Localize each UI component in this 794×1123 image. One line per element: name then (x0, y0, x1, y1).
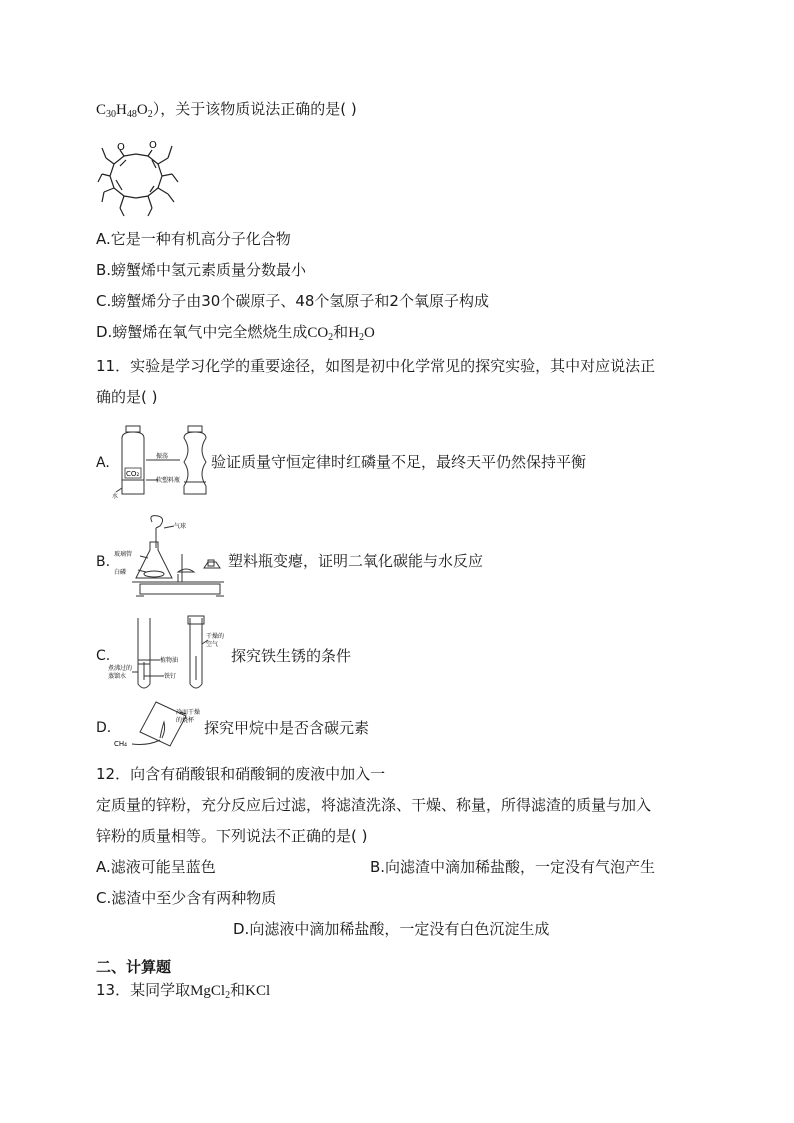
q11-b-text: 塑料瓶变瘪，证明二氧化碳能与水反应 (228, 552, 484, 570)
mgcl2-formula: MgCl$_2$ (190, 983, 231, 1001)
section-heading: 二、计算题 (96, 958, 172, 976)
q12-stem-line2: 定质量的锌粉，充分反应后过滤，将滤渣洗涤、干燥、称量，所得滤渣的质量与加入 (96, 796, 652, 814)
q11-stem-line1: 11．实验是学习化学的重要途径，如图是初中化学常见的探究实验，其中对应说法正 (96, 357, 656, 375)
vegetable-oil-label: 植物油 (160, 657, 179, 664)
co2-label: CO₂ (126, 470, 140, 478)
cold-beaker-label-2: 的烧杯 (176, 717, 195, 724)
q11-d-letter: D. (96, 720, 112, 736)
h2o-formula: $H_2O$ (348, 325, 375, 343)
water-label: 水 (112, 493, 119, 500)
oxygen-label-right: O (149, 140, 157, 151)
q10-option-c: C.螃蟹烯分子由30个碳原子、48个氢原子和2个氧原子构成 (96, 292, 489, 310)
kcl-formula: KCl (245, 983, 271, 999)
white-phosphorus-label: 白磷 (114, 569, 127, 576)
boiled-water-label-1: 煮沸过的 (108, 665, 133, 672)
q11-c-text: 探究铁生锈的条件 (231, 647, 352, 665)
iron-nail-label: 铁钉 (164, 673, 177, 680)
cold-beaker-label-1: 冷而干燥 (176, 709, 201, 716)
q11-stem-line2: 确的是( ) (96, 388, 158, 406)
q11-d-text: 探究甲烷中是否含碳元素 (204, 719, 370, 737)
q11-a-text: 验证质量守恒定律时红磷量不足，最终天平仍然保持平衡 (211, 453, 587, 471)
iron-rust-test-tubes-figure (108, 614, 232, 694)
boiled-water-label-2: 蒸馏水 (108, 673, 127, 680)
crabene-structure-diagram (96, 136, 182, 220)
q13-stem: 13．某同学取MgCl$_2$和KCl (96, 981, 271, 1001)
q12-stem-line3: 锌粉的质量相等。下列说法不正确的是( ) (96, 827, 368, 845)
q12-option-b: B.向滤渣中滴加稀盐酸，一定没有气泡产生 (370, 858, 656, 876)
q11-b-letter: B. (96, 554, 111, 570)
glass-tube-label: 玻璃管 (114, 551, 133, 558)
dry-air-label-1: 干燥的 (206, 633, 225, 640)
shake-label: 振荡 (156, 453, 169, 460)
balance-flask-figure (112, 512, 232, 602)
q10-option-a: A.它是一种有机高分子化合物 (96, 230, 291, 248)
methane-burning-figure (112, 700, 208, 750)
balloon-label: 气球 (174, 523, 187, 530)
co2-bottle-figure (112, 424, 212, 500)
oxygen-label-left: O (117, 142, 125, 153)
methane-label: CH₄ (114, 740, 127, 748)
q11-a-letter: A. (96, 455, 110, 471)
q12-stem-line1: 12．向含有硝酸银和硝酸铜的废液中加入一 (96, 765, 386, 783)
q11-c-letter: C. (96, 648, 111, 664)
q12-option-c: C.滤渣中至少含有两种物质 (96, 889, 277, 907)
formula: $C_{30}H_{48}O_2$ (96, 102, 153, 120)
q10-option-d: D.螃蟹烯在氧气中完全燃烧生成$CO_2$和$H_2O$ (96, 323, 375, 343)
co2-formula: $CO_2$ (307, 325, 334, 343)
q12-option-d: D.向滤液中滴加稀盐酸，一定没有白色沉淀生成 (233, 920, 550, 938)
bottle-label: 软塑料瓶 (156, 477, 181, 484)
dry-air-label-2: 空气 (206, 641, 219, 648)
q10-stem: $C_{30}H_{48}O_2$），关于该物质说法正确的是( ) (96, 100, 357, 120)
q10-option-b: B.螃蟹烯中氢元素质量分数最小 (96, 261, 307, 279)
q12-option-a: A.滤液可能呈蓝色 (96, 858, 216, 876)
